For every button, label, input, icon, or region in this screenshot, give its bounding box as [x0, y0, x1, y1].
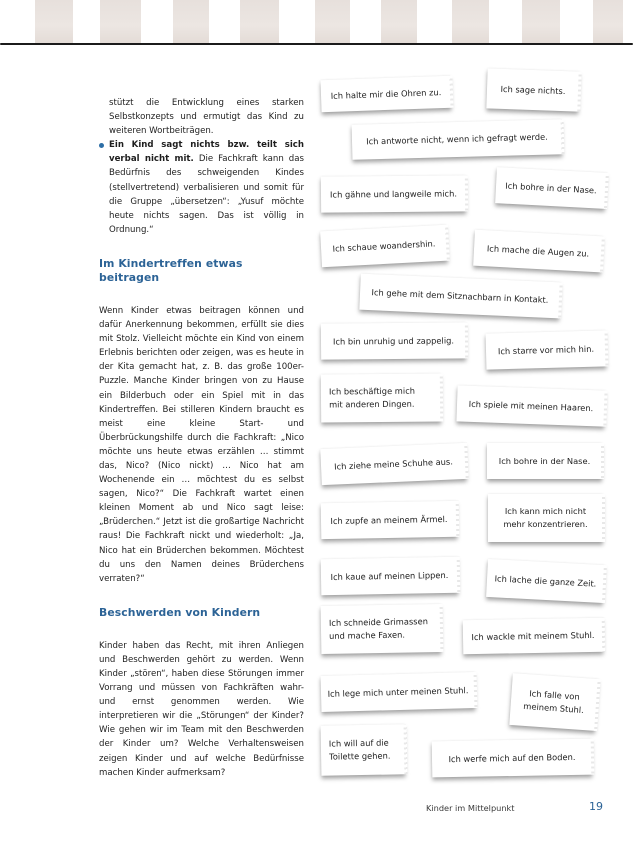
stripe [35, 0, 73, 43]
bullet-dot-icon [99, 143, 104, 148]
strip-text: Ich spiele mit meinen Haaren. [468, 398, 594, 413]
strip-text: mit anderen Dingen. [329, 398, 415, 410]
behavior-strip [320, 76, 451, 113]
behavior-strip [463, 618, 604, 654]
behavior-strip [321, 557, 459, 595]
strip-text: Ich bohre in der Nase. [498, 455, 591, 466]
behavior-strip [321, 322, 466, 359]
behavior-strip [359, 274, 560, 319]
section-paragraph-beitragen: Wenn Kinder etwas beitragen können und dafür Anerkennung bekommen, erfüllt sie dies mit Stolz. Vielleicht möchte ein Kind von einem Erlebnis berichten oder zeigen, was es heute in der Kita gemacht hat, z. B. das große 100er-Puzzle. Manche Kinder bringen von zu Hause ein Bilderbuch oder ein Spiel mit in das Kindertreffen. Bei stilleren Kindern braucht es meist eine kleine Start- und Überbrückungshilfe durch die Fachkraft: „Nico möchte uns heute etwas erzählen … stimmt das, Nico? (Nico nickt) … Nico hat am Wochenende ein … möchtest du es selbst sagen, Nico?“ Die Fachkraft wartet einen kleinen Moment ab und Nico sagt leise: „Brüderchen.“ Jetzt ist die großartige Nachricht raus! Die Fachkraft nickt und wiederholt: „Ja, Nico hat ein Brüderchen bekommen. Möchtest du uns den Namen deines Brüderchens verraten?“ [99, 305, 304, 584]
stripe [240, 0, 279, 43]
behavior-strip [486, 68, 579, 111]
behavior-strip [473, 230, 603, 273]
strip-text: Ich lache die ganze Zeit. [494, 572, 597, 589]
stripe [350, 0, 381, 43]
strip-text: Ich halte mir die Ohren zu. [330, 86, 442, 101]
footer-title: Kinder im Mittelpunkt [426, 803, 515, 813]
strip-text: Ich ziehe meine Schuhe aus. [333, 455, 454, 472]
strip-text: Ich zupfe an meinem Ärmel. [330, 513, 448, 526]
left-text-column [99, 96, 304, 780]
strip-text: Ich wackle mit meinem Stuhl. [471, 629, 595, 642]
stripe [452, 0, 489, 43]
strip-text: Ich bohre in der Nase. [505, 180, 597, 195]
strip-text: Ich kann mich nicht [504, 506, 587, 516]
stripe [73, 0, 100, 43]
behavior-strip [486, 559, 605, 603]
section-paragraph-beschwerden: Kinder haben das Recht, mit ihren Anliegen und Beschwerden gehört zu werden. Wenn Kinder „stören“, haben diese Störungen immer Vorrang und müssen von Fachkräften wahr- und ernst genommen werden. Wie interpretieren wir die „Störungen“ der Kinder? Wie gehen wir im Team mit den Beschwerden der Kinder um? Welche Verhaltensweisen zeigen Kinder und auf welche Bedürfnisse machen Kinder aufmerksam? [99, 640, 304, 778]
header-stripe-border [0, 0, 633, 44]
section-heading-beschwerden: Beschwerden von Kindern [99, 605, 261, 619]
behavior-strip [495, 167, 607, 209]
behavior-strip [352, 119, 563, 159]
continuation-paragraph: stützt die Entwicklung eines starken Selbstkonzepts und ermutigt das Kind zu weiteren Wortbeiträgen. [109, 98, 304, 137]
behavior-strip [509, 673, 598, 731]
behavior-strip [321, 604, 442, 654]
strip-text: Ich antworte nicht, wenn ich gefragt werde. [366, 131, 548, 147]
strip-text: Ich lege mich unter meinen Stuhl. [327, 684, 469, 699]
stripe [100, 0, 141, 43]
strip-text: Ich bin unruhig und zappelig. [332, 334, 455, 347]
behavior-strip [320, 225, 448, 268]
strip-text: Ich starre vor mich hin. [497, 343, 595, 356]
stripe [560, 0, 593, 43]
bullet-lead: Ein Kind sagt nichts bzw. teilt sich verbal nicht mit. [109, 140, 304, 165]
strip-text: Ich will auf die [328, 737, 389, 749]
stripe [279, 0, 315, 43]
stripe [593, 0, 623, 43]
header-rule [0, 43, 633, 45]
behavior-strip [321, 724, 406, 775]
strip-text: Ich werfe mich auf den Boden. [448, 751, 576, 764]
stripe [522, 0, 560, 43]
stripe [0, 0, 35, 43]
strip-text: Ich schneide Grimassen [328, 616, 429, 628]
strip-text: und mache Faxen. [329, 629, 406, 641]
strip-text: mehr konzentrieren. [503, 519, 588, 529]
stripe [209, 0, 240, 43]
strip-text: Ich beschäftige mich [328, 385, 416, 397]
stripe [173, 0, 209, 43]
behavior-strip [456, 385, 605, 426]
strip-text: Ich mache die Augen zu. [486, 242, 590, 259]
strip-text: Ich kaue auf meinen Lippen. [330, 569, 449, 582]
behavior-strip [488, 494, 603, 542]
behavior-strip [321, 672, 476, 712]
section-heading-beitragen: Im Kindertreffen etwas beitragen [99, 256, 243, 284]
strip-text: meinem Stuhl. [523, 700, 585, 716]
strip-text: Ich sage nichts. [500, 83, 566, 96]
stripe [489, 0, 522, 43]
strip-text: Toilette gehen. [329, 750, 391, 762]
stripe [381, 0, 417, 43]
bullet-item [99, 138, 304, 237]
behavior-strip [321, 501, 458, 539]
stripe [141, 0, 173, 43]
stripe [417, 0, 452, 43]
stripe [315, 0, 350, 43]
behavior-strip [487, 443, 602, 479]
strip-text: Ich gähne und langweile mich. [329, 187, 458, 200]
behavior-strip [320, 443, 466, 485]
behavior-strip [486, 330, 607, 369]
page-number: 19 [589, 800, 603, 813]
behavior-strip [432, 739, 593, 778]
strip-text: Ich schaue woandershin. [332, 237, 436, 254]
strip-text: Ich falle von [528, 688, 581, 702]
strip-text: Ich gehe mit dem Sitznachbarn in Kontakt. [371, 286, 549, 305]
behavior-strip [321, 373, 441, 422]
behavior-strip [321, 175, 466, 212]
bullet-text: Die Fachkraft kann das Bedürfnis des schweigenden Kindes (stellvertretend) verbalisieren und somit für die Gruppe „übersetzen“: „Yusuf möchte heute nichts sagen. Das ist völlig in Ordnung.“ [109, 154, 304, 235]
